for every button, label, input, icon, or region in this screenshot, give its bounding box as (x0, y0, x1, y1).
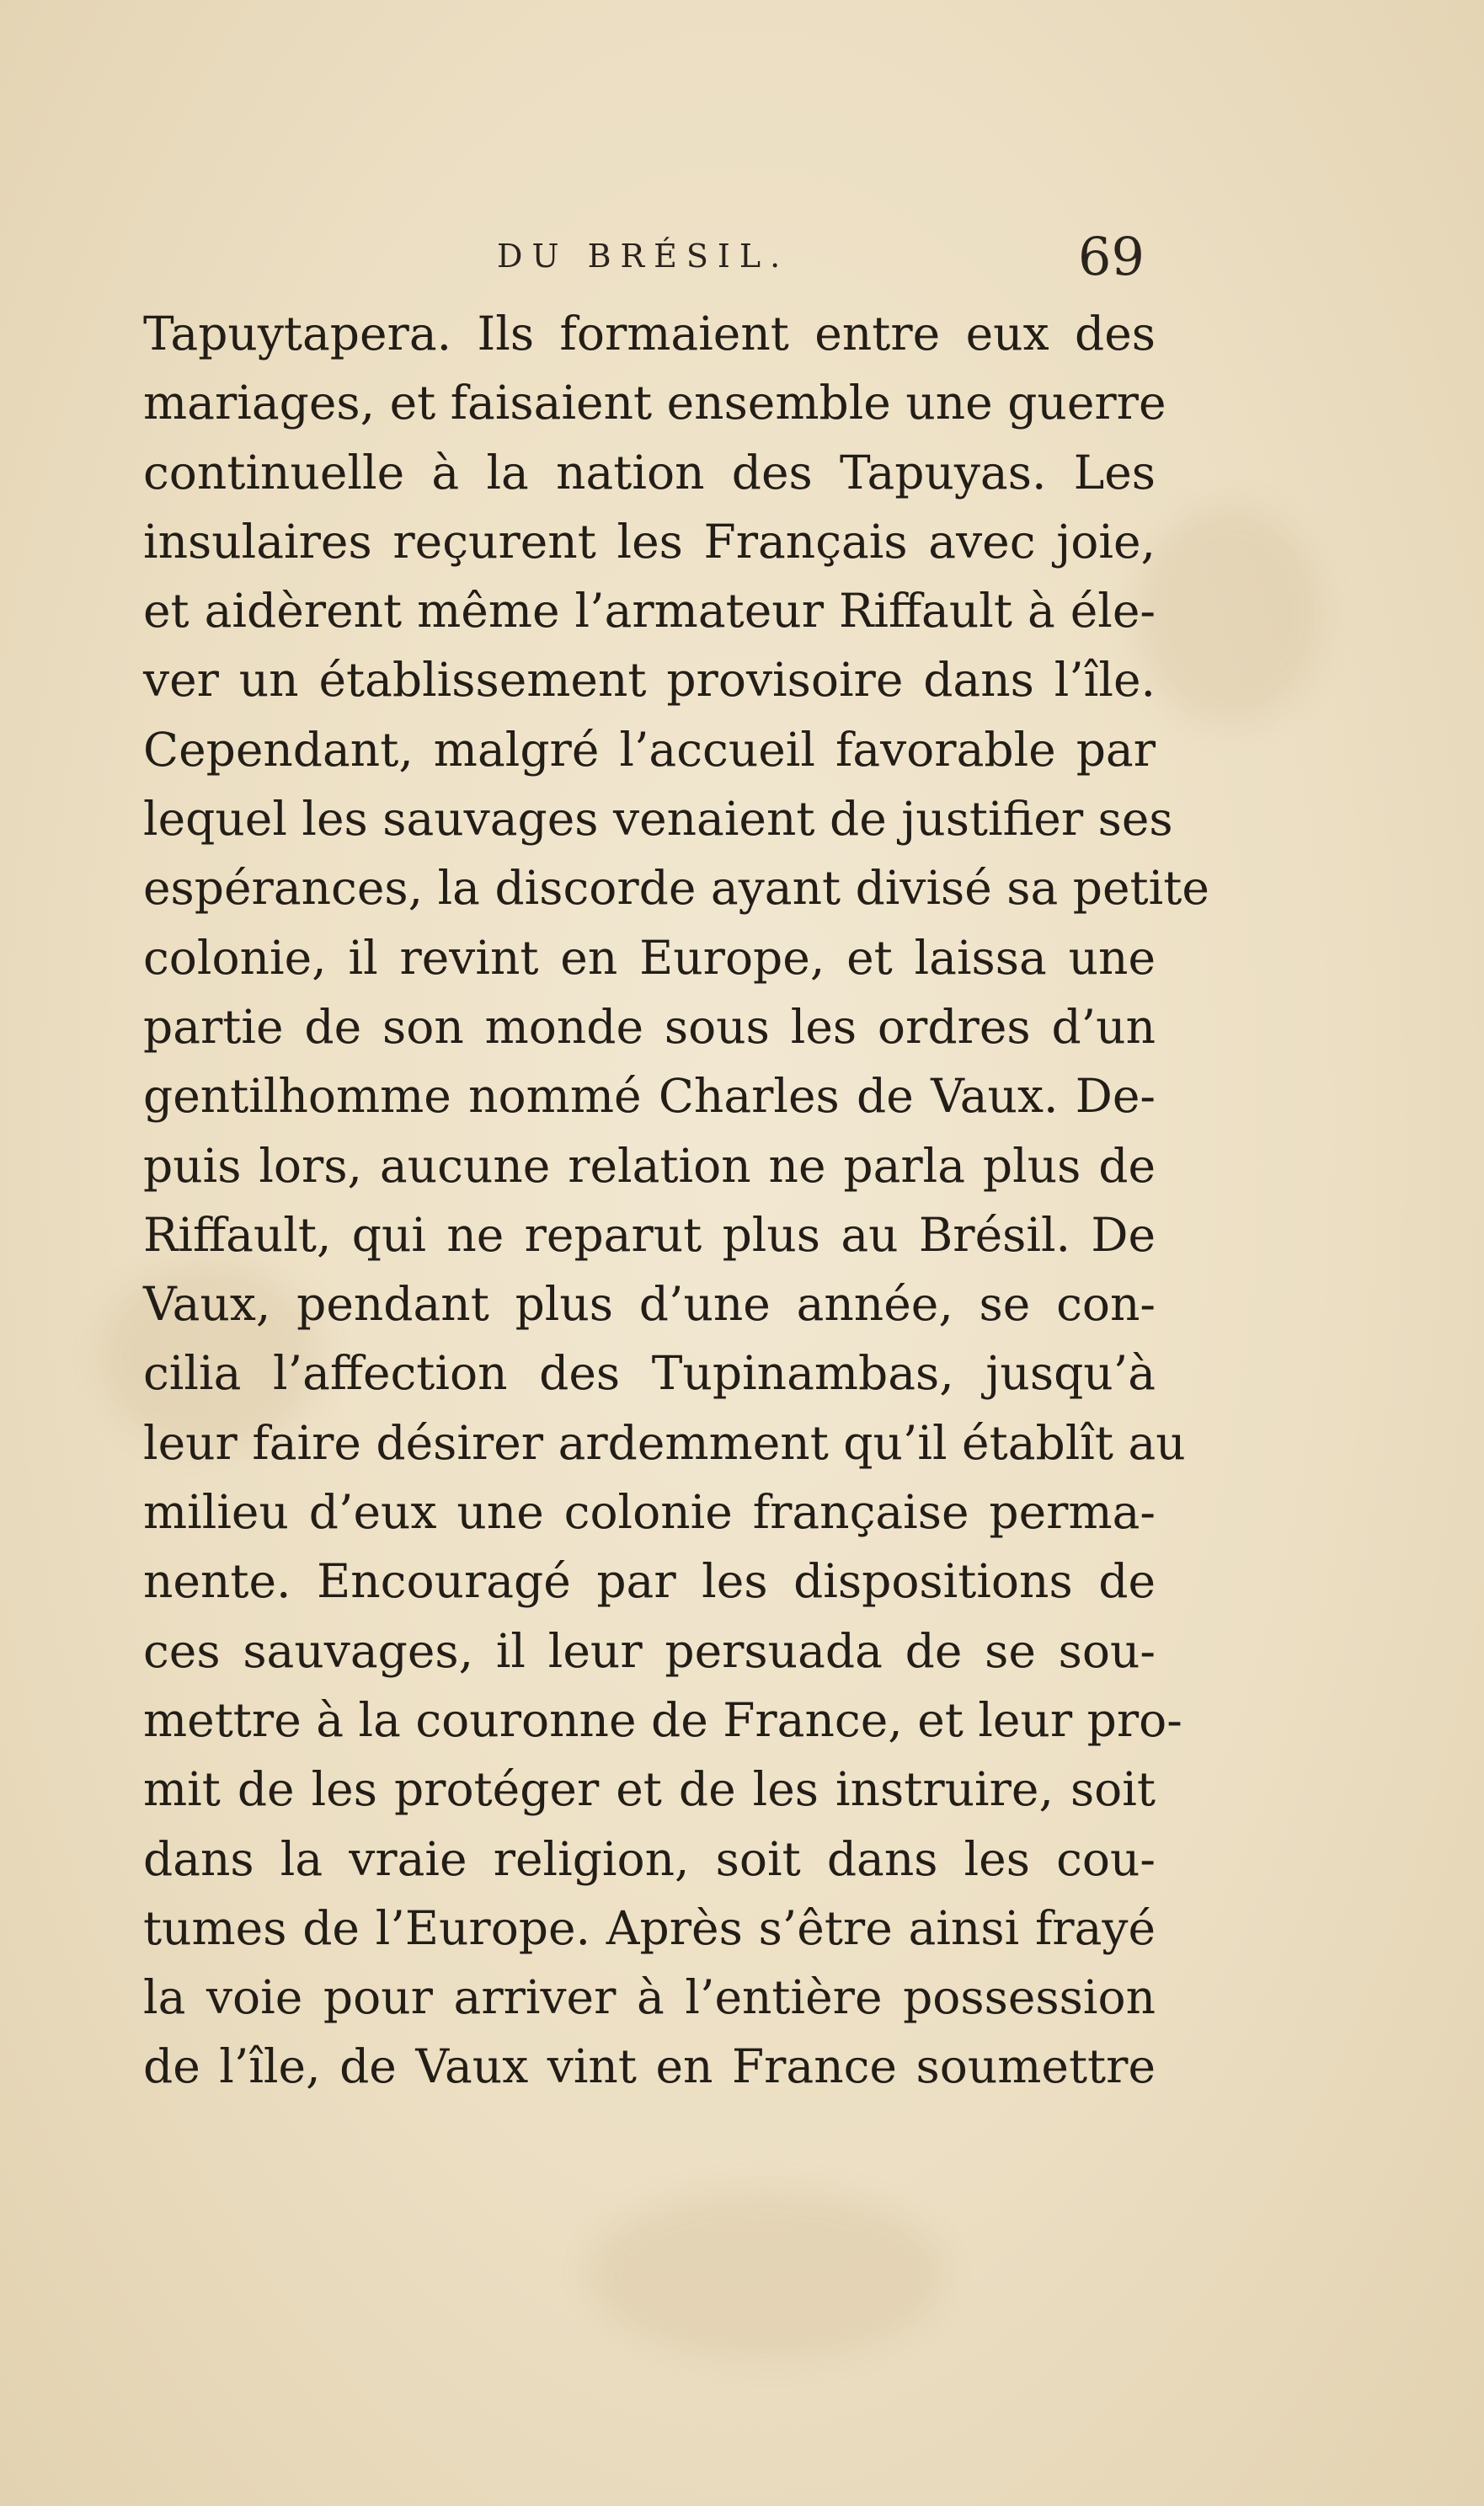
text-line: Vaux, pendant plus d’une année, se con- (143, 1277, 1156, 1332)
text-line: mariages, et faisaient ensemble une guerre (143, 376, 1166, 430)
running-head: DU BRÉSIL. (497, 238, 790, 275)
paper-stain (1137, 505, 1322, 724)
text-line: dans la vraie religion, soit dans les cou- (143, 1831, 1156, 1886)
text-line: ver un établissement provisoire dans l’île. (143, 653, 1156, 708)
paper-stain (590, 2190, 943, 2359)
text-line: gentilhomme nommé Charles de Vaux. De- (143, 1069, 1156, 1124)
text-line: cilia l’affection des Tupinambas, jusqu’à (143, 1346, 1156, 1401)
text-line: nente. Encouragé par les dispositions de (143, 1554, 1156, 1609)
text-line: tumes de l’Europe. Après s’être ainsi frayé (143, 1900, 1156, 1955)
text-line: mit de les protéger et de les instruire, soit (143, 1762, 1156, 1817)
page-header (143, 226, 1154, 310)
text-line: milieu d’eux une colonie française perma- (143, 1485, 1156, 1540)
text-line: ces sauvages, il leur persuada de se sou- (143, 1623, 1156, 1678)
text-line: insulaires reçurent les Français avec joie, (143, 514, 1156, 569)
text-line: puis lors, aucune relation ne parla plus de (143, 1138, 1156, 1193)
text-line: colonie, il revint en Europe, et laissa une (143, 930, 1156, 985)
text-line: lequel les sauvages venaient de justifier ses (143, 792, 1173, 847)
text-line: mettre à la couronne de France, et leur pro- (143, 1692, 1182, 1747)
text-line: de l’île, de Vaux vint en France soumettre (143, 2039, 1156, 2094)
text-line: Riffault, qui ne reparut plus au Brésil. De (143, 1207, 1156, 1262)
text-line: Cependant, malgré l’accueil favorable par (143, 722, 1156, 777)
text-line: Tapuytapera. Ils formaient entre eux des (143, 307, 1156, 361)
text-line: espérances, la discorde ayant divisé sa petite (143, 861, 1209, 916)
text-line: partie de son monde sous les ordres d’un (143, 999, 1156, 1054)
text-line: la voie pour arriver à l’entière possession (143, 1970, 1156, 2025)
page-number: 69 (1078, 226, 1145, 287)
text-line: et aidèrent même l’armateur Riffault à éle- (143, 584, 1156, 639)
body-text (143, 299, 1209, 2102)
text-line: continuelle à la nation des Tapuyas. Les (143, 445, 1156, 500)
text-line: leur faire désirer ardemment qu’il établît au (143, 1415, 1186, 1470)
